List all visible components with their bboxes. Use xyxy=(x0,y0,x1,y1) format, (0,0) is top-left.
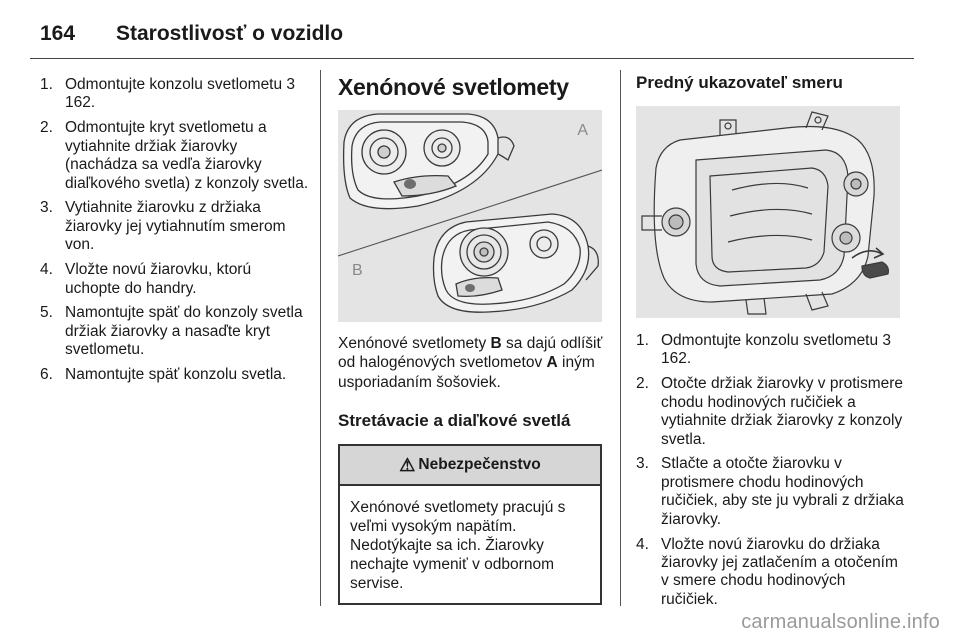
header-divider xyxy=(30,58,914,59)
turn-signal-steps xyxy=(636,332,904,609)
list-item: 6. Namontujte späť konzolu svetla. xyxy=(40,366,287,384)
list-item: 2. Odmontujte kryt svetlometu a vytiahnite držiak žiarovky (nachádza sa vedľa žiarovky diaľkového svetla) z konzoly svetla. xyxy=(40,119,309,192)
list-item: 1. Odmontujte konzolu svetlometu 3 162. xyxy=(40,76,296,112)
column-divider-2 xyxy=(620,70,621,606)
headlamp-comparison-drawing xyxy=(338,110,602,322)
warning-title: Nebezpečenstvo xyxy=(418,456,541,474)
list-item: 1. Odmontujte konzolu svetlometu 3 162. xyxy=(636,332,892,368)
warning-text: Xenónové svetlomety pracujú s veľmi vysokým napätím. Nedotýkajte sa ich. Žiarovky nechajte vymeniť v odbornom servise. xyxy=(350,499,566,593)
section-heading-turn-signal: Predný ukazovateľ smeru xyxy=(636,73,843,92)
list-item: 4. Vložte novú žiarovku do držiaka žiarovky jej zatlačením a otočením v smere chodu hodinových ručičiek. xyxy=(636,535,898,608)
column-middle xyxy=(338,72,604,605)
figure-label-b: B xyxy=(352,262,363,279)
halogen-bulb-steps xyxy=(40,76,310,385)
warning-header xyxy=(340,446,600,486)
list-item: 3. Stlačte a otočte žiarovku v protismere chodu hodinových ručičiek, aby ste ju vybrali z držiaka žiarovky. xyxy=(636,455,904,528)
watermark-text: carmanualsonline.info xyxy=(741,611,940,633)
section-heading-xenon: Xenónové svetlomety xyxy=(338,74,569,100)
list-item: 3. Vytiahnite žiarovku z držiaka žiarovky jej vytiahnutím smerom von. xyxy=(40,199,286,254)
xenon-headlamp-illustration xyxy=(338,110,602,322)
chapter-title: Starostlivosť o vozidlo xyxy=(116,22,344,45)
subheading-low-high-beam: Stretávacie a diaľkové svetlá xyxy=(338,411,571,431)
column-left xyxy=(40,76,310,391)
list-item: 5. Namontujte späť do konzoly svetla držiak žiarovky a nasaďte kryt svetlometu. xyxy=(40,304,303,359)
warning-triangle-icon: ⚠ xyxy=(399,454,416,475)
list-item: 2. Otočte držiak žiarovky v protismere chodu hodinových ručičiek a vytiahnite držiak žiarovky z konzoly svetla. xyxy=(636,375,904,448)
xenon-description: Xenónové svetlomety B sa dajú odlíšiť od halogénových svetlometov A iným usporiadaním šošoviek. xyxy=(338,335,603,391)
headlamp-rear-drawing xyxy=(636,106,900,318)
page-number: 164 xyxy=(40,22,76,45)
danger-warning-box xyxy=(338,444,602,605)
column-right xyxy=(636,72,904,616)
turn-signal-illustration xyxy=(636,106,900,318)
figure-label-a: A xyxy=(577,122,588,139)
page-header xyxy=(40,16,343,52)
list-item: 4. Vložte novú žiarovku, ktorú uchopte do handry. xyxy=(40,261,252,297)
column-divider-1 xyxy=(320,70,321,606)
